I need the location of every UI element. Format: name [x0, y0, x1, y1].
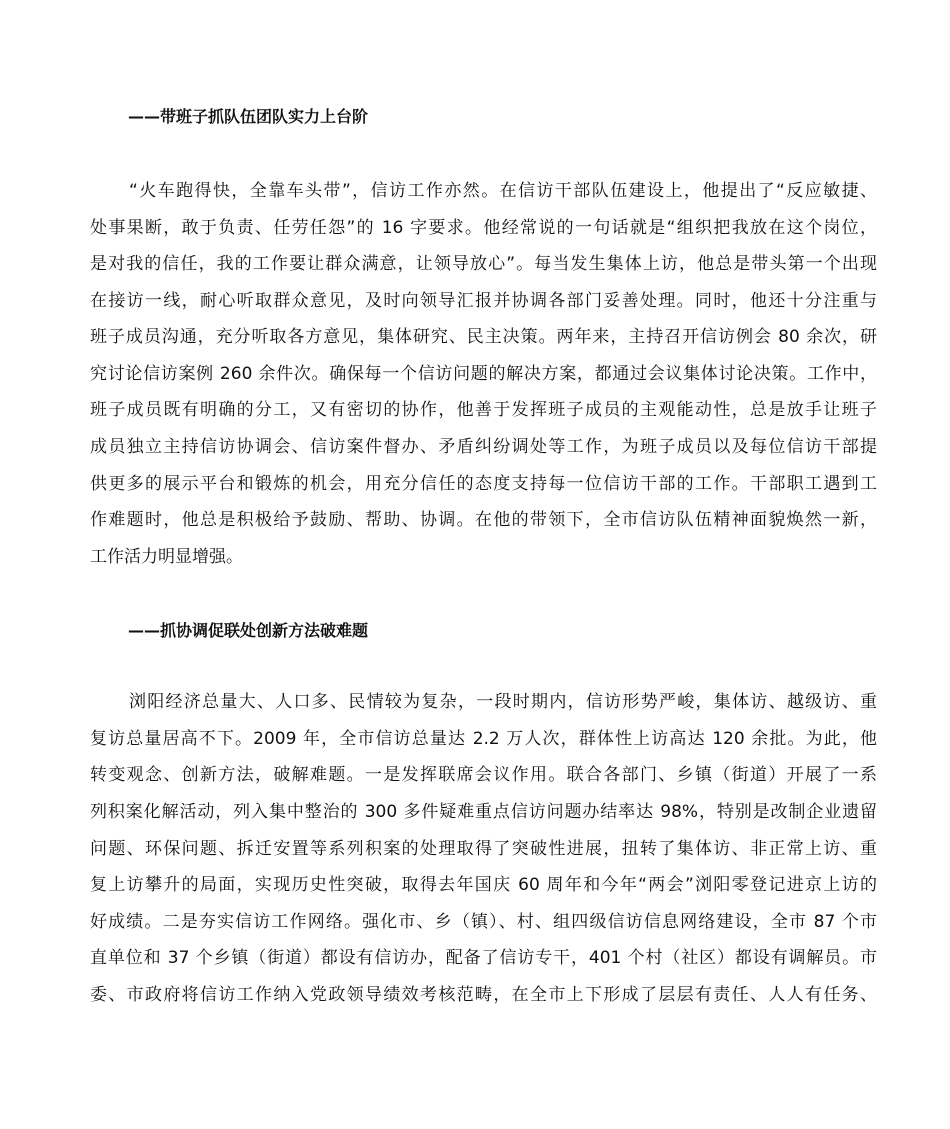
- paragraph-line: 问题、环保问题、拆迁安置等系列积案的处理取得了突破性进展，扭转了集体访、非正常上访、重: [90, 839, 877, 859]
- paragraph-line: 复上访攀升的局面，实现历史性突破，取得去年国庆 60 周年和今年“两会”浏阳零登记进京上访的: [90, 875, 877, 895]
- paragraph-line: 在接访一线，耐心听取群众意见，及时向领导汇报并协调各部门妥善处理。同时，他还十分注重与: [90, 291, 877, 311]
- paragraph-line: 供更多的展示平台和锻炼的机会，用充分信任的态度支持每一位信访干部的工作。干部职工遇到工: [90, 474, 877, 494]
- paragraph-line: 工作活力明显增强。: [90, 547, 243, 567]
- paragraph-line: 浏阳经济总量大、人口多、民情较为复杂，一段时期内，信访形势严峻，集体访、越级访、重: [129, 692, 877, 712]
- paragraph-line: 委、市政府将信访工作纳入党政领导绩效考核范畴，在全市上下形成了层层有责任、人人有任务、: [90, 985, 877, 1005]
- paragraph-line: 班子成员既有明确的分工，又有密切的协作，他善于发挥班子成员的主观能动性，总是放手让班子: [90, 400, 877, 420]
- paragraph-line: 班子成员沟通，充分听取各方意见，集体研究、民主决策。两年来，主持召开信访例会 80 余次，研: [90, 327, 877, 347]
- paragraph-line: 处事果断，敢于负责、任劳任怨”的 16 字要求。他经常说的一句话就是“组织把我放在这个岗位，: [90, 218, 877, 238]
- paragraph-line: 作难题时，他总是积极给予鼓励、帮助、协调。在他的带领下，全市信访队伍精神面貌焕然一新，: [90, 510, 877, 530]
- paragraph-line: 复访总量居高不下。2009 年，全市信访总量达 2.2 万人次，群体性上访高达 120 余批。为此，他: [90, 729, 877, 749]
- paragraph-line: 转变观念、创新方法，破解难题。一是发挥联席会议作用。联合各部门、乡镇（街道）开展了一系: [90, 765, 877, 785]
- paragraph-line: 直单位和 37 个乡镇（街道）都设有信访办，配备了信访专干，401 个村（社区）都设有调解员。市: [90, 948, 877, 968]
- paragraph-line: 好成绩。二是夯实信访工作网络。强化市、乡（镇）、村、组四级信访信息网络建设，全市 87 个市: [90, 912, 878, 932]
- paragraph-line: “火车跑得快，全靠车头带”，信访工作亦然。在信访干部队伍建设上，他提出了“反应敏捷、: [129, 181, 877, 201]
- paragraph-line: 列积案化解活动，列入集中整治的 300 多件疑难重点信访问题办结率达 98%，特别是改制企业遗留: [90, 802, 877, 822]
- section-heading-1: ——带班子抓队伍团队实力上台阶: [128, 107, 369, 126]
- paragraph-line: 是对我的信任，我的工作要让群众满意，让领导放心”。每当发生集体上访，他总是带头第一个出现: [90, 254, 877, 274]
- paragraph-line: 成员独立主持信访协调会、信访案件督办、矛盾纠纷调处等工作，为班子成员以及每位信访干部提: [90, 437, 877, 457]
- section-heading-2: ——抓协调促联处创新方法破难题: [128, 621, 369, 640]
- paragraph-line: 究讨论信访案例 260 余件次。确保每一个信访问题的解决方案，都通过会议集体讨论决策。工作中，: [90, 364, 877, 384]
